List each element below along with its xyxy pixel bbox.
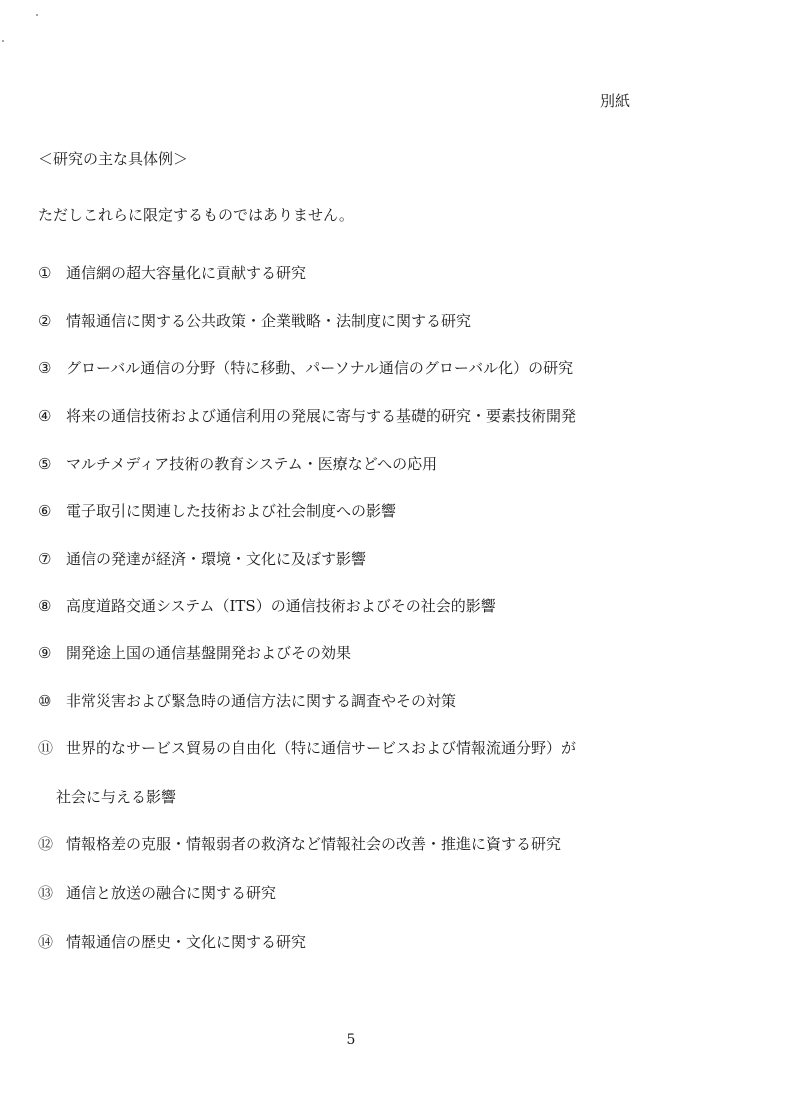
- list-item-continuation: 社会に与える影響: [56, 788, 177, 806]
- appendix-label: 別紙: [599, 92, 630, 110]
- item-text: 通信網の超大容量化に貢献する研究: [66, 264, 307, 282]
- list-item: [38, 595, 496, 616]
- list-item: [38, 931, 306, 952]
- item-text: 通信と放送の融合に関する研究: [66, 884, 277, 902]
- item-number: ①: [38, 264, 52, 282]
- list-item: [38, 737, 576, 758]
- scan-speck: [36, 14, 38, 16]
- item-number: ⑨: [38, 644, 52, 662]
- list-item: [38, 500, 396, 521]
- item-number: ⑪: [38, 739, 54, 757]
- item-text: 情報格差の克服・情報弱者の救済など情報社会の改善・推進に資する研究: [66, 835, 562, 853]
- item-text: 世界的なサービス貿易の自由化（特に通信サービスおよび情報流通分野）が: [66, 739, 577, 757]
- scan-speck: [2, 40, 4, 42]
- item-number: ②: [38, 312, 52, 330]
- item-text: 高度道路交通システム（ITS）の通信技術およびその社会的影響: [66, 597, 496, 615]
- item-text: 情報通信の歴史・文化に関する研究: [66, 933, 307, 951]
- item-number: ⑫: [38, 835, 54, 853]
- item-number: ④: [38, 407, 52, 425]
- page-number: 5: [346, 1032, 356, 1048]
- item-number: ⑩: [38, 692, 52, 710]
- item-number: ⑭: [38, 933, 54, 951]
- list-item: [38, 548, 366, 569]
- section-heading: ＜研究の主な具体例＞: [38, 150, 189, 168]
- list-item: [38, 262, 306, 283]
- item-number: ⑤: [38, 455, 52, 473]
- item-number: ③: [38, 359, 52, 377]
- item-number: ⑦: [38, 550, 52, 568]
- item-number: ⑥: [38, 502, 52, 520]
- item-number: ⑧: [38, 597, 52, 615]
- item-text: 電子取引に関連した技術および社会制度への影響: [66, 502, 397, 520]
- item-text: 非常災害および緊急時の通信方法に関する調査やその対策: [66, 692, 457, 710]
- item-text: マルチメディア技術の教育システム・医療などへの応用: [66, 455, 438, 473]
- list-item: [38, 405, 576, 426]
- list-item: [38, 690, 456, 711]
- item-text: 開発途上国の通信基盤開発およびその効果: [66, 644, 352, 662]
- item-text: グローバル通信の分野（特に移動、パーソナル通信のグローバル化）の研究: [66, 359, 574, 377]
- list-item: [38, 357, 573, 378]
- list-item: [38, 310, 471, 331]
- item-text: 将来の通信技術および通信利用の発展に寄与する基礎的研究・要素技術開発: [66, 407, 577, 425]
- list-item: [38, 833, 561, 854]
- item-number: ⑬: [38, 884, 54, 902]
- list-item: [38, 453, 437, 474]
- item-text: 通信の発達が経済・環境・文化に及ぼす影響: [66, 550, 367, 568]
- list-item: [38, 882, 276, 903]
- list-item: [38, 642, 351, 663]
- item-text: 情報通信に関する公共政策・企業戦略・法制度に関する研究: [66, 312, 472, 330]
- disclaimer-text: ただしこれらに限定するものではありません。: [38, 206, 354, 224]
